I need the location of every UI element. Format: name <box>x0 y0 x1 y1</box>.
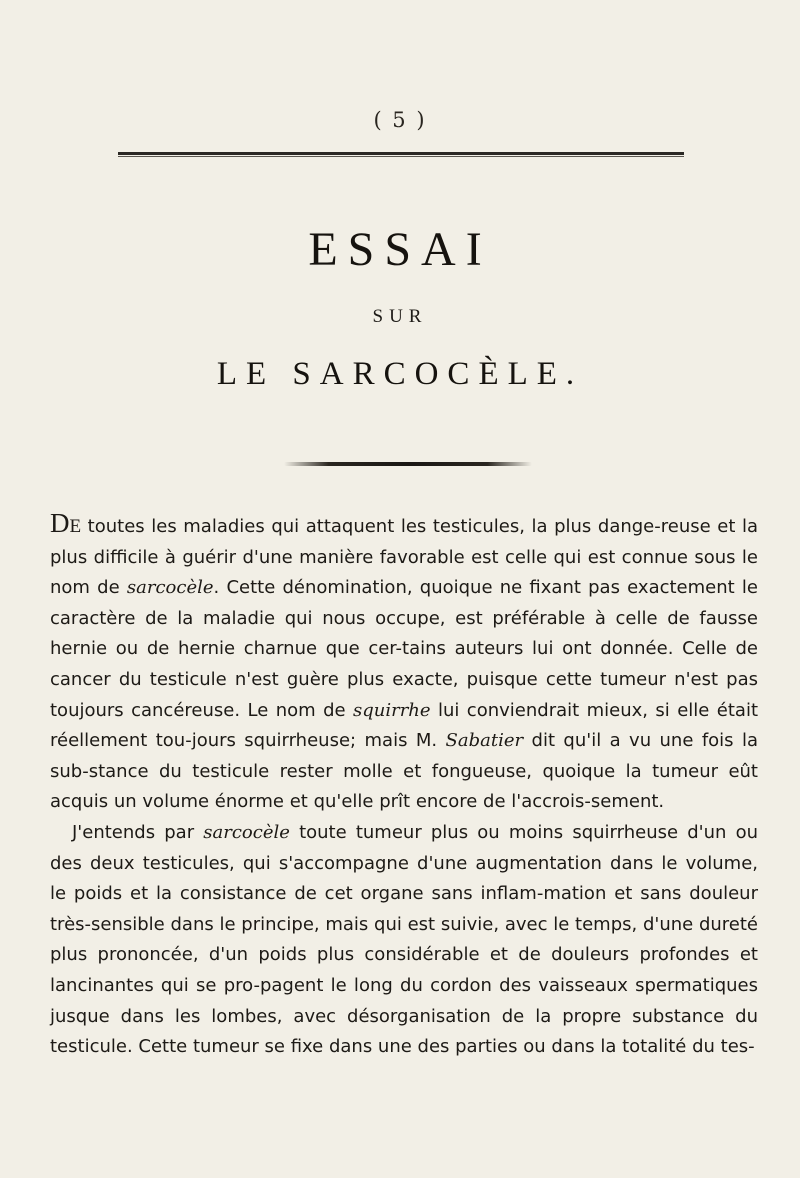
italic-term: squirrhe <box>352 699 431 721</box>
text-run: dit qu'il a vu une fois la sub-stance du testicule rester molle et fongueuse, quoique la tumeur eût acquis un volume énorme et qu'elle prît encore de l'accrois-sement. <box>50 730 759 813</box>
italic-term: sarcocèle <box>203 821 290 843</box>
paragraph-1 <box>50 508 758 818</box>
title-subject: LE SARCOCÈLE. <box>216 356 584 392</box>
page-number: ( 5 ) <box>373 108 427 132</box>
header-rule <box>118 152 684 157</box>
paragraph-2 <box>50 818 758 1063</box>
body-text <box>50 508 758 1063</box>
ornament-rule <box>284 462 532 466</box>
author-name: Sabatier <box>445 730 524 752</box>
text-run: toute tumeur plus ou moins squirrheuse d'un ou des deux testicules, qui s'accompagne d'une augmentation dans le volume, le poids et la consistance de cet organe sans inflam-mation et sans douleur très-sensible dans le principe, mais qui est suivie, avec le temps, d'une dureté plus prononcée, d'un poids plus considérable et de douleurs profondes et lancinantes qui se pro-pagent le long du cordon des vaisseaux spermatiques jusque dans les lombes, avec désorganisation de la propre substance du testicule. Cette tumeur se fixe dans une des parties ou dans la totalité du tes- <box>50 821 758 1058</box>
text-run: . Cette dénomination, quoique ne fixant pas exactement le caractère de la maladie qui nous occupe, est préférable à celle de fausse hernie ou de hernie charnue que cer-tains auteurs lui ont donnée. Celle de cancer du testicule n'est guère plus exacte, puisque cette tumeur n'est pas toujours cancéreuse. Le nom de <box>50 577 758 721</box>
drop-cap-continuation: E <box>69 516 82 537</box>
text-run: lui conviendrait mieux, si elle était réellement tou-jours squirrheuse; mais M. <box>50 699 758 752</box>
drop-cap: D <box>50 508 70 538</box>
italic-term: sarcocèle <box>126 577 214 599</box>
text-run: J'entends par <box>72 821 204 843</box>
title-sur: SUR <box>372 306 428 327</box>
text-run: toutes les maladies qui attaquent les testicules, la plus dange-reuse et la plus difficile à guérir d'une manière favorable est celle qui est connue sous le nom de <box>50 516 758 599</box>
title-essai: ESSAI <box>308 223 492 276</box>
